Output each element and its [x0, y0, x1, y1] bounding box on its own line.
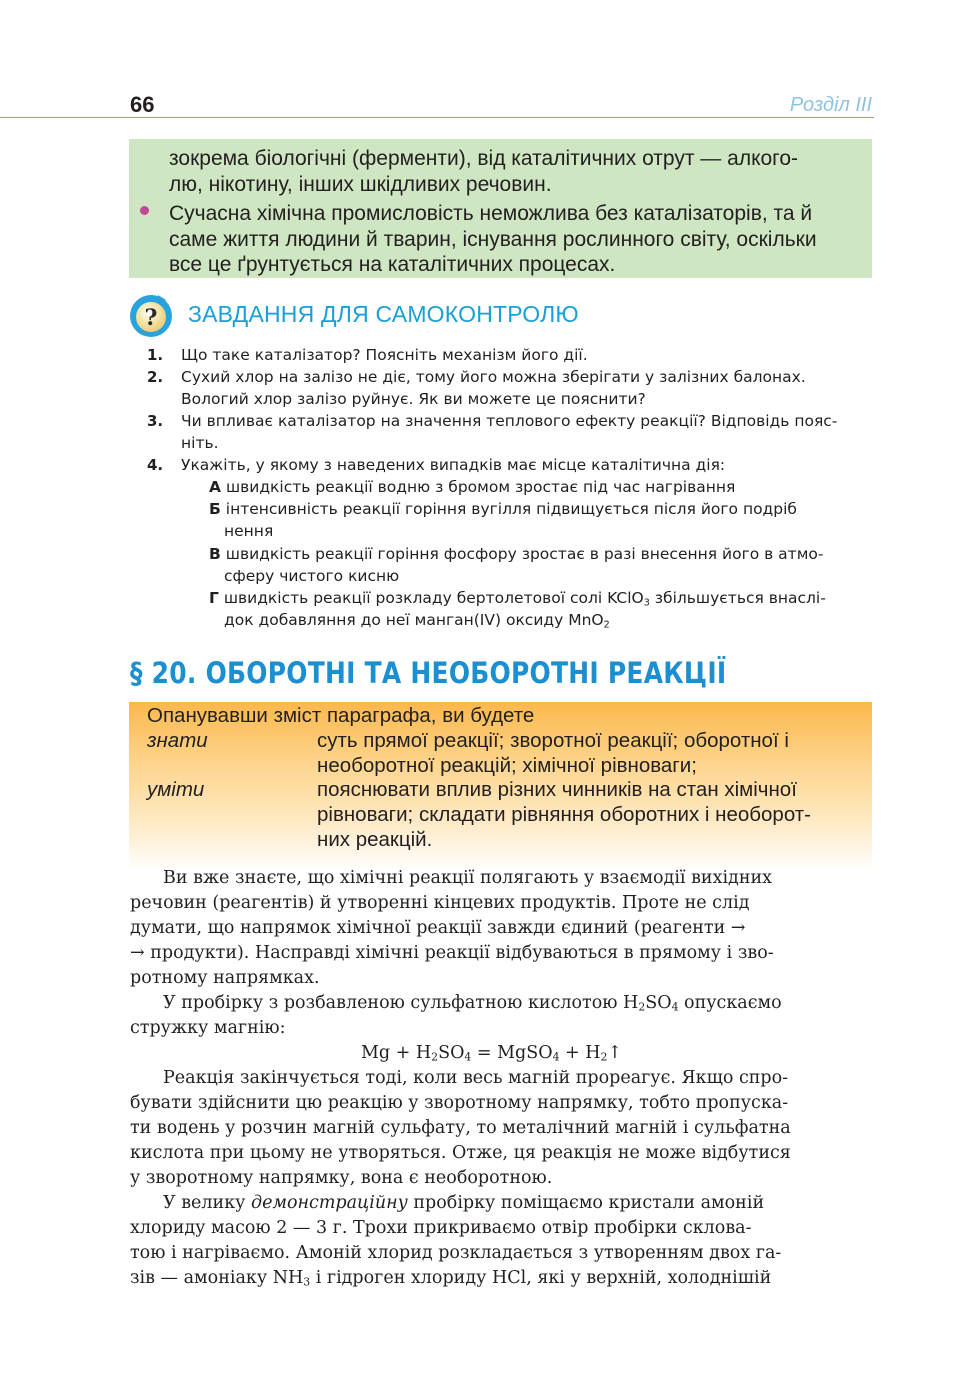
- body-line: ротному напрямках.: [130, 968, 320, 988]
- option-text: сферу чистого кисню: [224, 567, 400, 585]
- option-a: [209, 476, 735, 498]
- goals-text: рівноваги; складати рівняння оборотних і необорот-: [317, 803, 812, 826]
- equation-part: SO: [438, 1043, 465, 1063]
- section-label: Розділ III: [789, 94, 872, 116]
- option-line: [224, 609, 610, 631]
- option-letter: Г: [209, 589, 219, 607]
- goals-text: необоротної реакцій; хімічної рівноваги;: [317, 754, 697, 777]
- option-text: швидкість реакції розкладу бертолетової солі KClO: [223, 589, 644, 607]
- body-line: речовин (реагентів) й утворенні кінцевих продуктів. Проте не слід: [130, 893, 750, 913]
- self-control-title: ЗАВДАННЯ ДЛЯ САМОКОНТРОЛЮ: [188, 301, 579, 327]
- summary-line: Сучасна хімічна промисловість неможлива без каталізаторів, та й: [169, 202, 813, 225]
- body-line: хлориду масою 2 — 3 г. Трохи прикриваємо отвір пробірки скловa-: [130, 1218, 752, 1238]
- question-icon: [128, 292, 174, 338]
- body-line: ти водень у розчин магній сульфату, то металічний магній і сульфатна: [130, 1118, 791, 1138]
- summary-line: все це ґрунтується на каталітичних процесах.: [169, 253, 616, 276]
- task-text: Укажіть, у якому з наведених випадків має місце каталітична дія:: [181, 456, 726, 474]
- task-number: 2.: [147, 368, 164, 386]
- option-g: [209, 587, 826, 609]
- body-text: і гідроген хлориду HCl, які у верхній, холоднішій: [310, 1268, 772, 1288]
- body-text: У велику: [163, 1193, 251, 1213]
- task-text: Чи впливає каталізатор на значення теплового ефекту реакції? Відповідь пояс-: [181, 412, 838, 430]
- goals-intro: Опанувавши зміст параграфа, ви будете: [147, 704, 535, 727]
- subscript: 2: [431, 1050, 439, 1064]
- bullet-icon: [140, 206, 149, 215]
- body-line: стружку магнію:: [130, 1018, 286, 1038]
- body-text: опускаємо: [678, 993, 782, 1013]
- subscript: 2: [638, 1000, 646, 1014]
- page-number: 66: [130, 92, 155, 117]
- goals-text: пояснювати вплив різних чинників на стан хімічної: [317, 778, 797, 801]
- task-number: 3.: [147, 412, 164, 430]
- option-letter: А: [209, 478, 221, 496]
- body-line: тою і нагріваємо. Амоній хлорид розкладається з утворенням двох га-: [130, 1243, 782, 1263]
- option-letter: В: [209, 545, 221, 563]
- body-line: [130, 1266, 771, 1291]
- subscript: 4: [552, 1050, 560, 1064]
- body-line: [163, 991, 782, 1016]
- option-text: збільшується внаслі-: [649, 589, 826, 607]
- option-v: [209, 543, 823, 565]
- subscript: 2: [603, 619, 610, 631]
- equation-part: = MgSO: [471, 1043, 553, 1063]
- goals-text: суть прямої реакції; зворотної реакції; оборотної і: [317, 729, 789, 752]
- body-line: Ви вже знаєте, що хімічні реакції полягають у взаємодії вихідних: [163, 868, 773, 888]
- header-divider: [0, 117, 874, 118]
- option-text: швидкість реакції водню з бромом зростає під час нагрівання: [225, 478, 736, 496]
- subscript: 3: [303, 1275, 311, 1289]
- option-text: інтенсивність реакції горіння вугілля підвищується після його подріб: [225, 500, 797, 518]
- reaction-equation: [361, 1041, 622, 1066]
- task-number: 1.: [147, 346, 164, 364]
- subscript: 4: [464, 1050, 472, 1064]
- body-text: зів — амоніаку NH: [130, 1268, 304, 1288]
- body-text: SO: [645, 993, 672, 1013]
- body-line: бувати здійснити цю реакцію у зворотному напрямку, тобто пропуска-: [130, 1093, 789, 1113]
- body-line: Реакція закінчується тоді, коли весь магній прореагує. Якщо спро-: [163, 1068, 789, 1088]
- summary-line: лю, нікотину, інших шкідливих речовин.: [169, 173, 552, 196]
- option-b: [209, 498, 797, 520]
- body-text-italic: демонстраційну: [251, 1193, 408, 1213]
- equation-part: + H: [559, 1043, 601, 1063]
- equation-part: Mg + H: [361, 1043, 432, 1063]
- body-line: [163, 1191, 764, 1216]
- body-line: → продукти). Насправді хімічні реакції відбуваються в прямому і зво-: [130, 943, 774, 963]
- gas-arrow-icon: ↑: [607, 1043, 623, 1063]
- summary-line: зокрема біологічні (ферменти), від каталітичних отрут — алкого-: [169, 147, 799, 170]
- subscript: 4: [671, 1000, 679, 1014]
- task-text: Що таке каталізатор? Поясніть механізм його дії.: [181, 346, 588, 364]
- option-text: швидкість реакції горіння фосфору зростає в разі внесення його в атмо-: [225, 545, 824, 563]
- goals-can-label: уміти: [147, 778, 205, 801]
- summary-line: саме життя людини й тварин, існування рослинного світу, оскільки: [169, 228, 817, 251]
- body-text: У пробірку з розбавленою сульфатною кислотою H: [163, 993, 639, 1013]
- task-number: 4.: [147, 456, 164, 474]
- subscript: 2: [600, 1050, 608, 1064]
- body-line: думати, що напрямок хімічної реакції завжди єдиний (реагенти →: [130, 918, 746, 938]
- body-line: кислота при цьому не утворяться. Отже, ця реакція не може відбутися: [130, 1143, 791, 1163]
- option-letter: Б: [209, 500, 221, 518]
- paragraph-title: § 20. ОБОРОТНІ ТА НЕОБОРОТНІ РЕАКЦІЇ: [130, 656, 727, 690]
- svg-text:?: ?: [144, 305, 158, 331]
- option-text: док добавляння до неї манган(IV) оксиду MnO: [224, 611, 604, 629]
- body-line: у зворотному напрямку, вона є необоротною.: [130, 1168, 553, 1188]
- subscript: 3: [643, 597, 650, 609]
- task-text: ніть.: [181, 434, 219, 452]
- goals-text: них реакцій.: [317, 828, 433, 851]
- task-text: Вологий хлор залізо руйнує. Як ви можете це пояснити?: [181, 390, 646, 408]
- option-text: нення: [224, 522, 274, 540]
- body-text: пробірку поміщаємо кристали амоній: [407, 1193, 765, 1213]
- task-text: Сухий хлор на залізо не діє, тому його можна зберігати у залізних балонах.: [181, 368, 806, 386]
- goals-know-label: знати: [147, 729, 208, 752]
